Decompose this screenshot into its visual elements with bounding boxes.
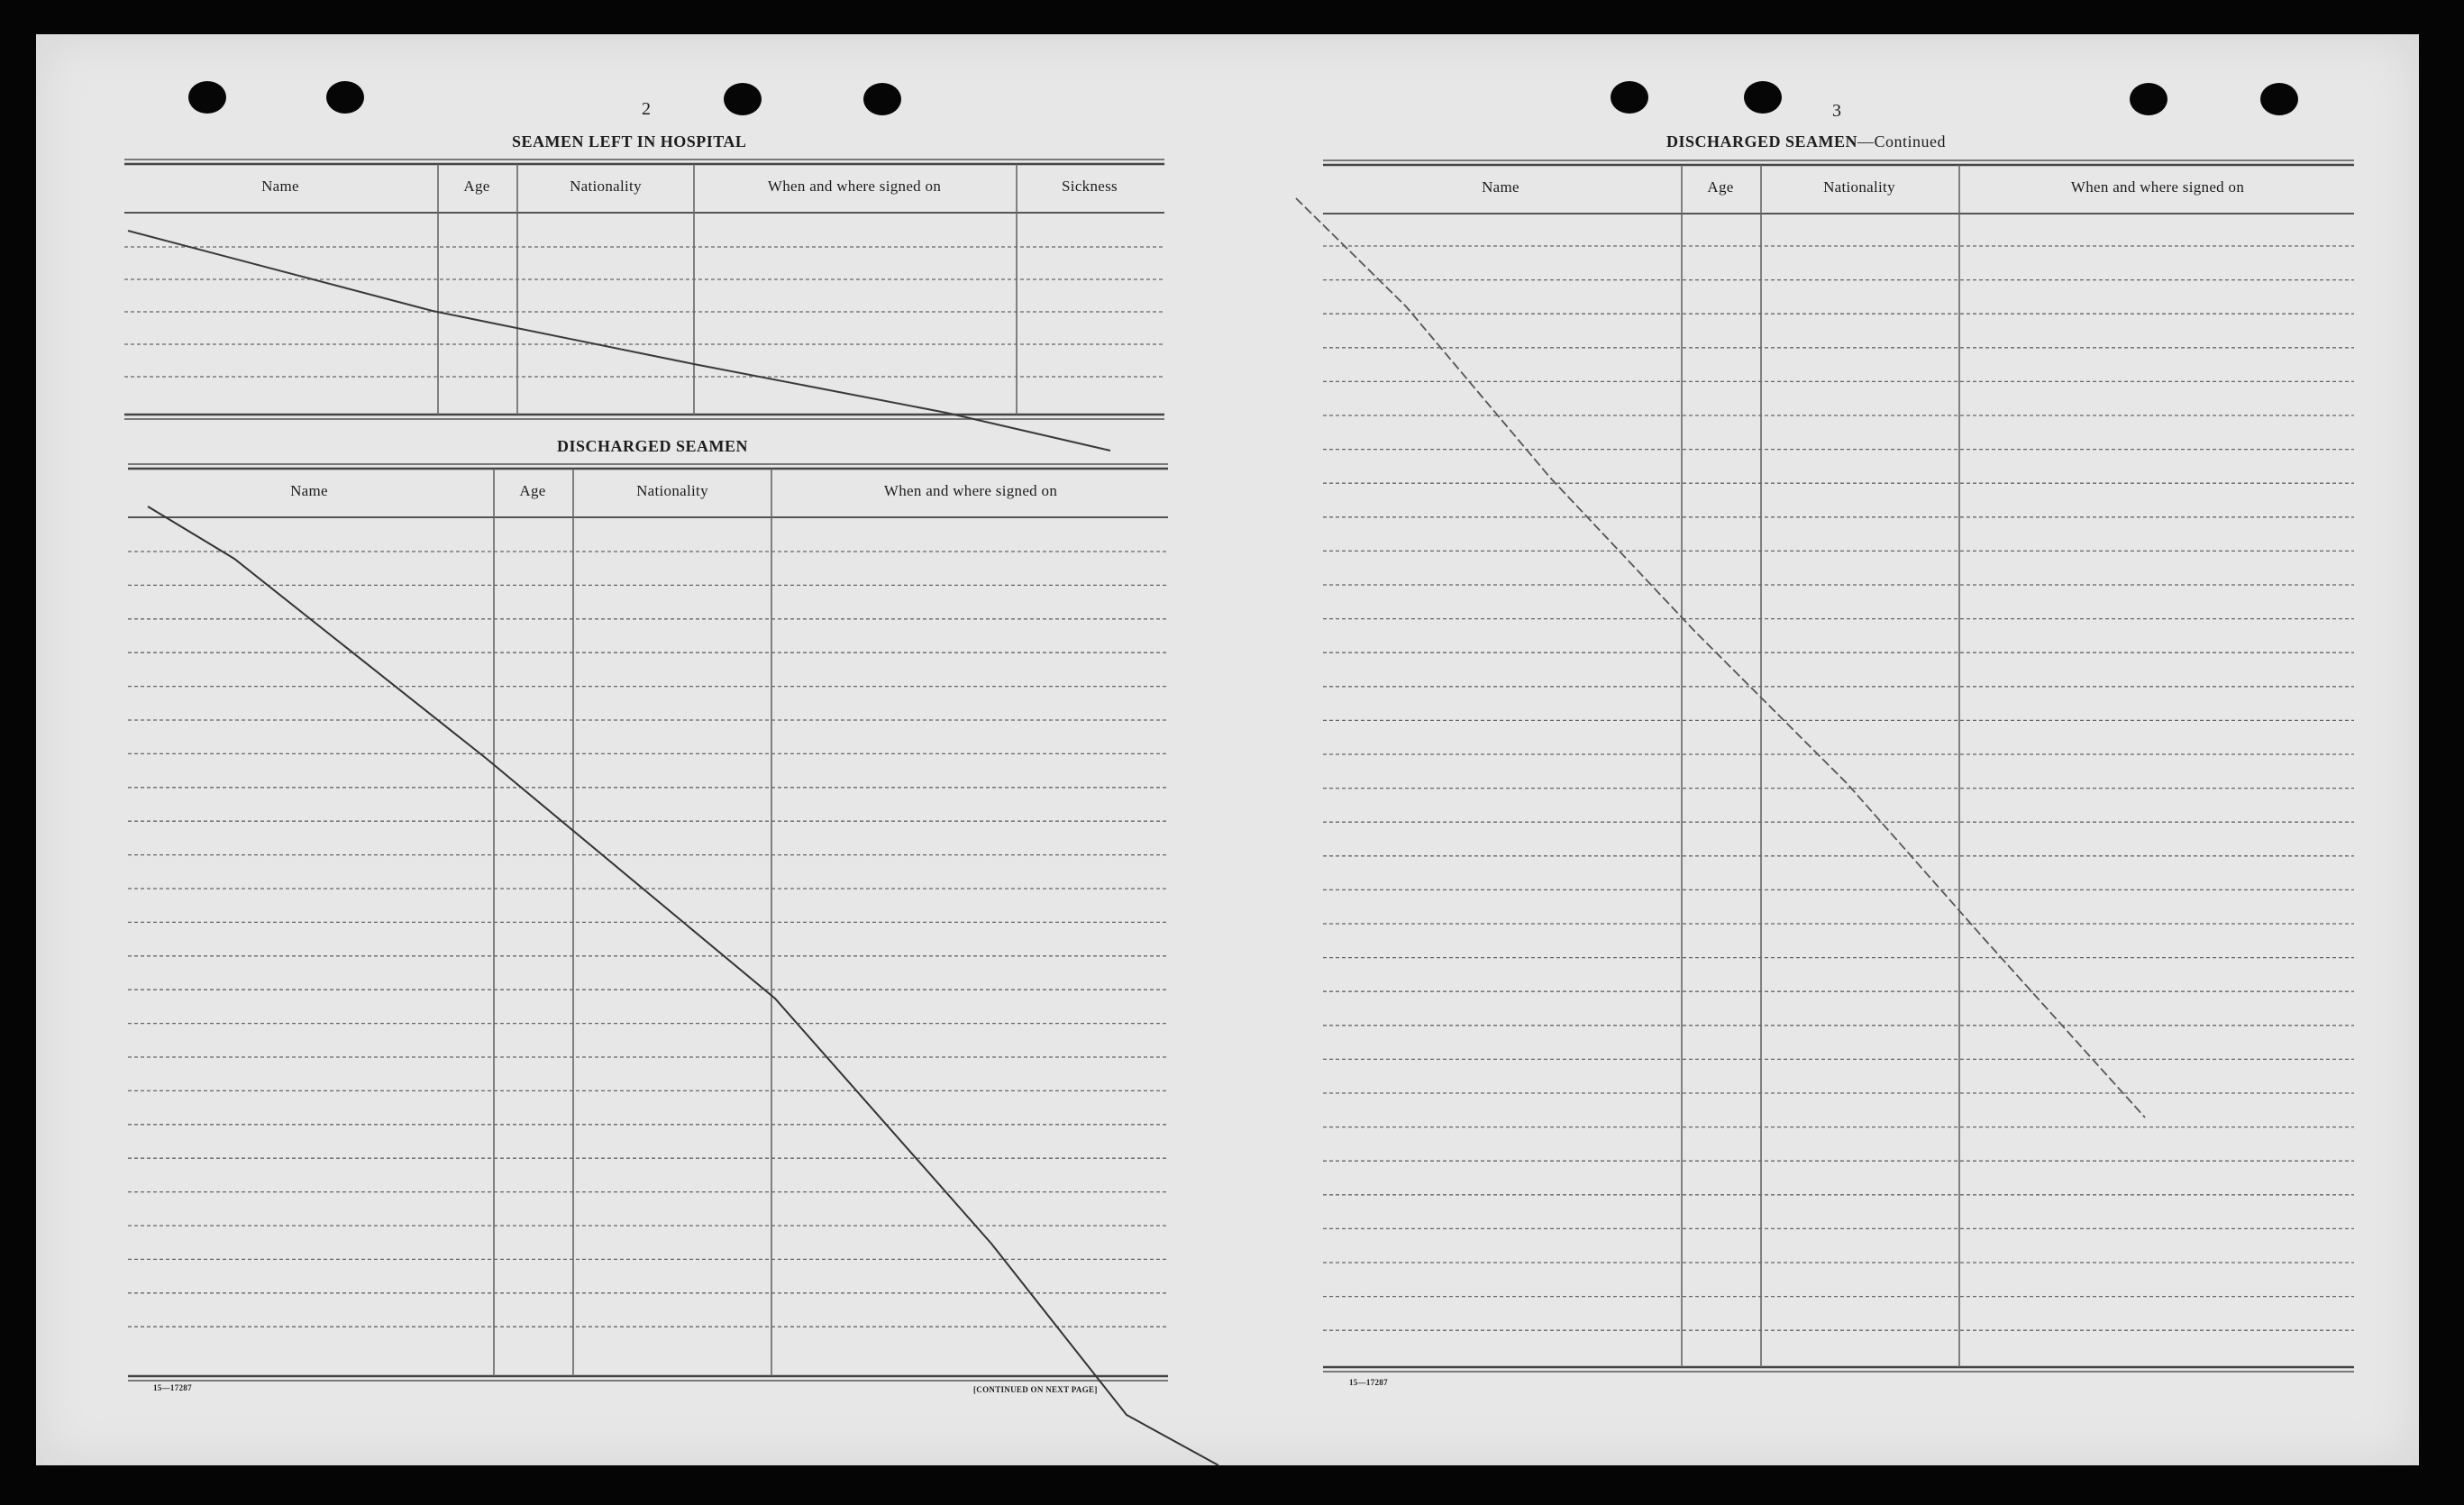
column-header-name: Name xyxy=(290,482,328,499)
column-header-name: Name xyxy=(1482,178,1519,196)
column-header-nationality: Nationality xyxy=(570,178,642,195)
column-header-signed-on: When and where signed on xyxy=(767,178,942,195)
section-title-text: DISCHARGED SEAMEN xyxy=(1666,132,1858,150)
column-header-signed-on: When and where signed on xyxy=(2070,178,2245,196)
column-header-name: Name xyxy=(261,178,299,195)
column-header-nationality: Nationality xyxy=(1823,178,1895,196)
cancellation-line xyxy=(148,506,1218,1465)
cancellation-line xyxy=(128,231,1110,451)
continued-suffix: —Continued xyxy=(1857,132,1947,150)
section-title-discharged: DISCHARGED SEAMEN xyxy=(557,437,749,455)
column-header-age: Age xyxy=(463,178,490,195)
form-number: 15—17287 xyxy=(1349,1378,1388,1387)
section-title-hospital: SEAMEN LEFT IN HOSPITAL xyxy=(512,132,747,150)
column-header-nationality: Nationality xyxy=(636,482,708,499)
cancellation-line xyxy=(1296,198,2145,1117)
page-number: 2 xyxy=(642,99,651,119)
continued-note: [CONTINUED ON NEXT PAGE] xyxy=(973,1385,1098,1394)
section-title-discharged-continued xyxy=(1666,132,1946,151)
page-number: 3 xyxy=(1832,101,1841,121)
column-header-signed-on: When and where signed on xyxy=(883,482,1058,499)
column-header-age: Age xyxy=(1707,178,1734,196)
column-header-sickness: Sickness xyxy=(1062,178,1118,195)
form-number: 15—17287 xyxy=(153,1383,192,1392)
column-header-age: Age xyxy=(519,482,546,499)
